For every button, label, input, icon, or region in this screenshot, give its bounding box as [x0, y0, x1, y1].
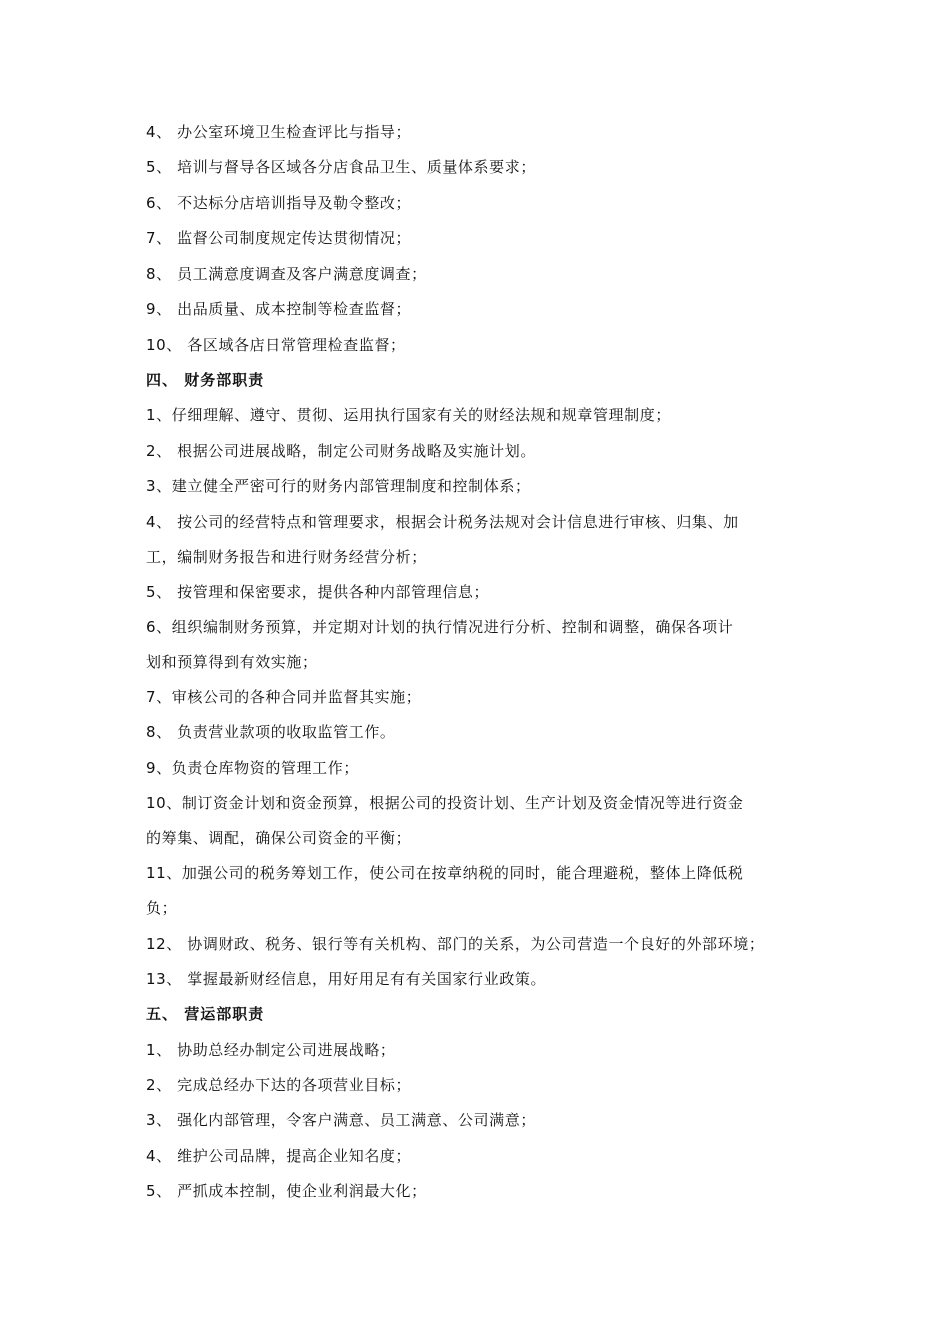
text-line: 12、 协调财政、税务、银行等有关机构、部门的关系，为公司营造一个良好的外部环境；	[146, 935, 765, 953]
text-line: 负；	[146, 899, 178, 917]
text-line: 3、 强化内部管理，令客户满意、员工满意、公司满意；	[146, 1111, 536, 1129]
text-line: 1、仔细理解、遵守、贯彻、运用执行国家有关的财经法规和规章管理制度；	[146, 406, 671, 424]
text-line: 13、 掌握最新财经信息，用好用足有有关国家行业政策。	[146, 970, 547, 988]
text-line: 5、 严抓成本控制，使企业利润最大化；	[146, 1182, 427, 1200]
text-line: 6、组织编制财务预算，并定期对计划的执行情况进行分析、控制和调整，确保各项计	[146, 618, 734, 636]
text-line: 4、 按公司的经营特点和管理要求，根据会计税务法规对会计信息进行审核、归集、加	[146, 513, 739, 531]
text-line: 8、 负责营业款项的收取监管工作。	[146, 723, 396, 741]
text-line: 9、负责仓库物资的管理工作；	[146, 759, 359, 777]
text-line: 9、 出品质量、成本控制等检查监督；	[146, 300, 412, 318]
text-line: 4、 办公室环境卫生检查评比与指导；	[146, 123, 412, 141]
text-line: 7、审核公司的各种合同并监督其实施；	[146, 688, 422, 706]
text-line: 的筹集、调配，确保公司资金的平衡；	[146, 829, 412, 847]
section-heading: 五、 营运部职责	[146, 1005, 265, 1023]
text-line: 3、建立健全严密可行的财务内部管理制度和控制体系；	[146, 477, 531, 495]
text-line: 7、 监督公司制度规定传达贯彻情况；	[146, 229, 412, 247]
text-line: 4、 维护公司品牌，提高企业知名度；	[146, 1147, 412, 1165]
text-line: 5、 按管理和保密要求，提供各种内部管理信息；	[146, 583, 490, 601]
text-line: 划和预算得到有效实施；	[146, 653, 318, 671]
text-line: 2、 完成总经办下达的各项营业目标；	[146, 1076, 412, 1094]
text-line: 6、 不达标分店培训指导及勒令整改；	[146, 194, 412, 212]
text-line: 1、 协助总经办制定公司进展战略；	[146, 1041, 396, 1059]
text-line: 11、加强公司的税务筹划工作，使公司在按章纳税的同时，能合理避税，整体上降低税	[146, 864, 744, 882]
text-line: 工，编制财务报告和进行财务经营分析；	[146, 548, 427, 566]
text-line: 8、 员工满意度调查及客户满意度调查；	[146, 265, 427, 283]
text-line: 10、 各区域各店日常管理检查监督；	[146, 336, 406, 354]
text-line: 2、 根据公司进展战略，制定公司财务战略及实施计划。	[146, 442, 536, 460]
section-heading: 四、 财务部职责	[146, 371, 265, 389]
text-line: 10、制订资金计划和资金预算，根据公司的投资计划、生产计划及资金情况等进行资金	[146, 794, 744, 812]
text-line: 5、 培训与督导各区域各分店食品卫生、质量体系要求；	[146, 158, 536, 176]
